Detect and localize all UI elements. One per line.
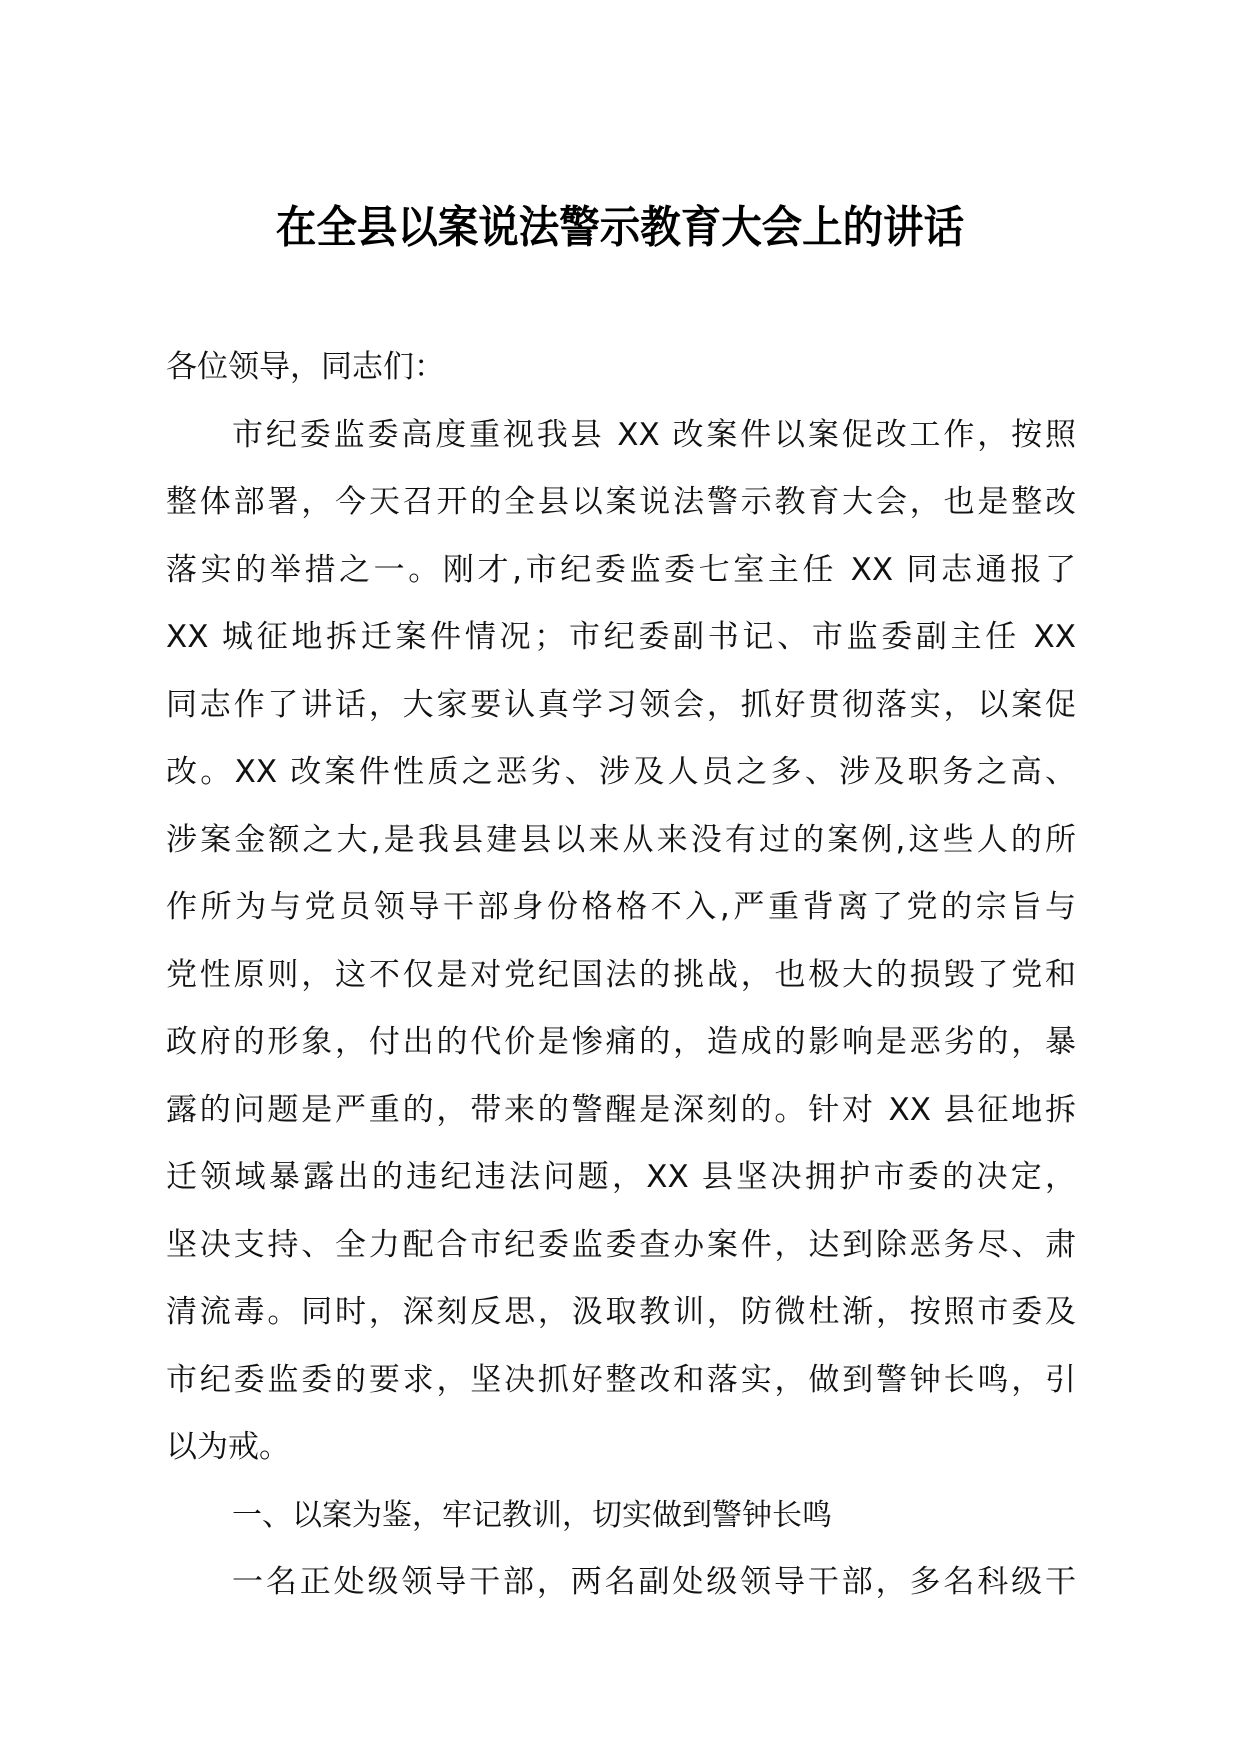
paragraph-line: 整体部署，今天召开的全县以案说法警示教育大会，也是整改 <box>166 484 1076 520</box>
paragraph-2 <box>166 1549 1076 1617</box>
document-body <box>166 334 1076 1617</box>
paragraph-line: 同志作了讲话，大家要认真学习领会，抓好贯彻落实，以案促 <box>166 686 1076 723</box>
paragraph-line: 政府的形象，付出的代价是惨痛的，造成的影响是恶劣的，暴 <box>166 1024 1076 1060</box>
paragraph-line: 迁领域暴露出的违纪违法问题，XX 县坚决拥护市委的决定， <box>166 1159 1076 1195</box>
paragraph-line: 党性原则，这不仅是对党纪国法的挑战，也极大的损毁了党和 <box>166 956 1076 993</box>
paragraph-line: 作所为与党员领导干部身份格格不入,严重背离了党的宗旨与 <box>166 889 1076 925</box>
section-heading: 一、以案为鉴，牢记教训，切实做到警钟长鸣 <box>232 1497 832 1533</box>
paragraph-line: 涉案金额之大,是我县建县以来从来没有过的案例,这些人的所 <box>166 821 1076 858</box>
paragraph-1 <box>166 402 1076 1482</box>
paragraph-line: 一名正处级领导干部，两名副处级领导干部，多名科级干 <box>232 1564 1076 1600</box>
paragraph-line: 市纪委监委的要求，坚决抓好整改和落实，做到警钟长鸣，引 <box>166 1361 1076 1398</box>
paragraph-line: 改。XX 改案件性质之恶劣、涉及人员之多、涉及职务之高、 <box>166 754 1076 790</box>
paragraph-line: 市纪委监委高度重视我县 XX 改案件以案促改工作，按照 <box>232 416 1076 453</box>
paragraph-line: 清流毒。同时，深刻反思，汲取教训，防微杜渐，按照市委及 <box>166 1294 1076 1330</box>
paragraph-line: XX 城征地拆迁案件情况；市纪委副书记、市监委副主任 XX <box>166 619 1076 655</box>
paragraph-line: 坚决支持、全力配合市纪委监委查办案件，达到除恶务尽、肃 <box>166 1226 1076 1263</box>
salutation: 各位领导，同志们： <box>166 349 445 385</box>
document-title: 在全县以案说法警示教育大会上的讲话 <box>275 202 965 253</box>
paragraph-line: 落实的举措之一。刚才,市纪委监委七室主任 XX 同志通报了 <box>166 551 1076 588</box>
paragraph-line: 露的问题是严重的，带来的警醒是深刻的。针对 XX 县征地拆 <box>166 1091 1076 1128</box>
paragraph-line: 以为戒。 <box>166 1429 290 1465</box>
